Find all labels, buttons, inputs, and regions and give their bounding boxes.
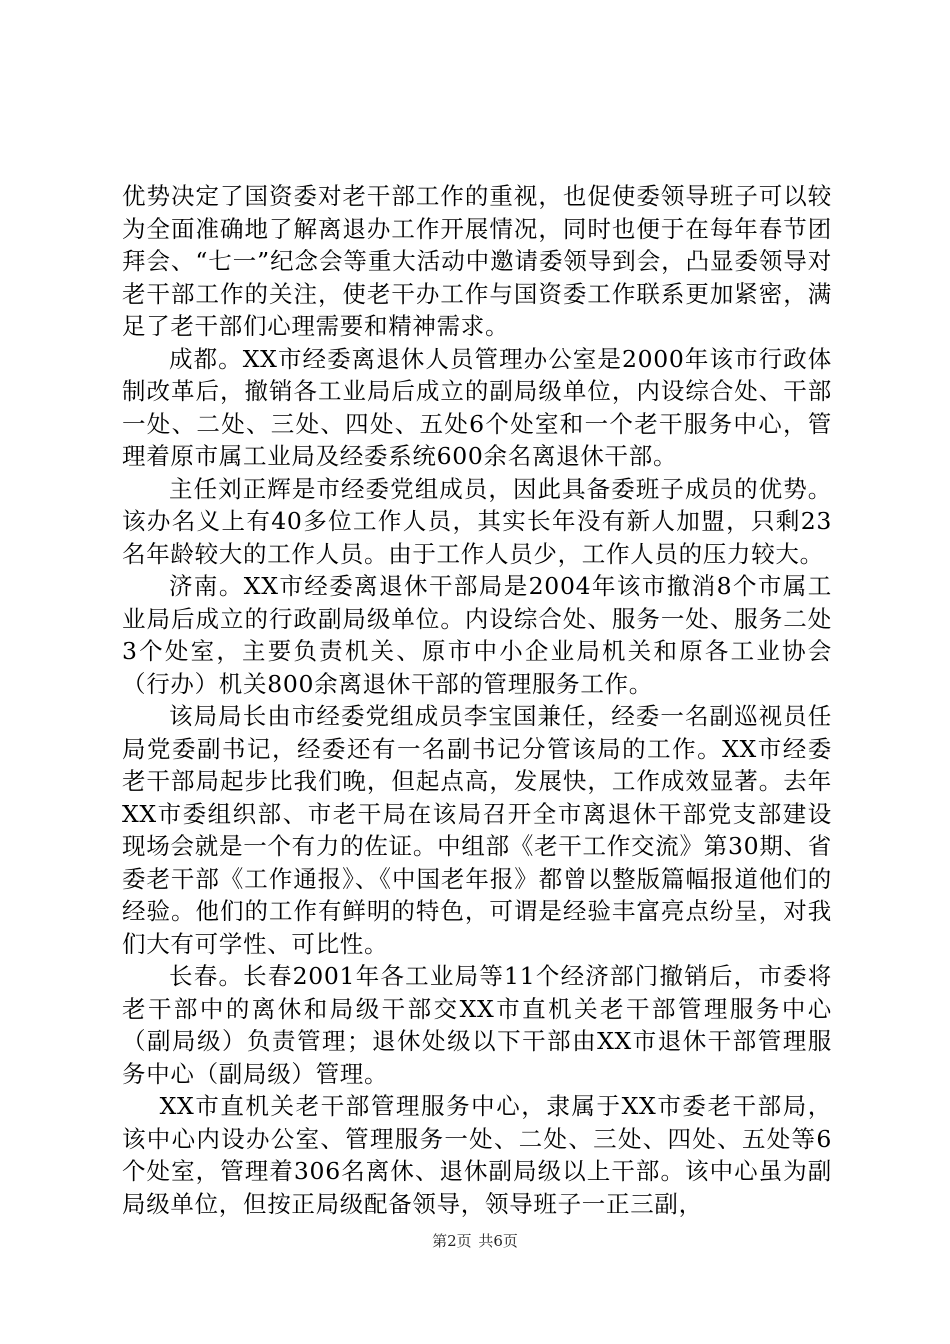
paragraph-jinan-director: 该局局长由市经委党组成员李宝国兼任，经委一名副巡视员任局党委副书记，经委还有一名副书记分管该局的工作。XX市经委老干部局起步比我们晚，但起点高，发展快，工作成效显著。去年XX市委组织部、市老干局在该局召开全市离退休干部党支部建设现场会就是一个有力的佐证。中组部《老干工作交流》第30期、省委老干部《工作通报》、《中国老年报》都曾以整版篇幅报道他们的经验。他们的工作有鲜明的特色，可谓是经验丰富亮点纷呈，对我们大有可学性、可比性。 [122, 702, 832, 958]
document-body [122, 180, 832, 1220]
paragraph-changchun-center: XX市直机关老干部管理服务中心，隶属于XX市委老干部局，该中心内设办公室、管理服务一处、二处、三处、四处、五处等6个处室，管理着306名离休、退休副局级以上干部。该中心虽为副局级单位，但按正局级配备领导，领导班子一正三副， [122, 1092, 832, 1218]
paragraph-jinan: 济南。XX市经委离退休干部局是2004年该市撤消8个市属工业局后成立的行政副局级单位。内设综合处、服务一处、服务二处3个处室，主要负责机关、原市中小企业局机关和原各工业协会（行办）机关800余离退休干部的管理服务工作。 [122, 572, 832, 698]
paragraph-changchun: 长春。长春2001年各工业局等11个经济部门撤销后，市委将老干部中的离休和局级干部交XX市直机关老干部管理服务中心（副局级）负责管理；退休处级以下干部由XX市退休干部管理服务中心（副局级）管理。 [122, 962, 832, 1088]
paragraph-chengdu-director: 主任刘正辉是市经委党组成员，因此具备委班子成员的优势。该办名义上有40多位工作人员，其实长年没有新人加盟，只剩23名年龄较大的工作人员。由于工作人员少，工作人员的压力较大。 [122, 474, 832, 568]
page-number-footer: 第2页 共6页 [432, 1232, 518, 1250]
paragraph-chengdu: 成都。XX市经委离退休人员管理办公室是2000年该市行政体制改革后，撤销各工业局后成立的副局级单位，内设综合处、干部一处、二处、三处、四处、五处6个处室和一个老干服务中心，管理着原市属工业局及经委系统600余名离退休干部。 [122, 344, 832, 470]
paragraph-continuation: 优势决定了国资委对老干部工作的重视，也促使委领导班子可以较为全面准确地了解离退办工作开展情况，同时也便于在每年春节团拜会、“七一”纪念会等重大活动中邀请委领导到会，凸显委领导对老干部工作的关注，使老干办工作与国资委工作联系更加紧密，满足了老干部们心理需要和精神需求。 [122, 182, 832, 340]
